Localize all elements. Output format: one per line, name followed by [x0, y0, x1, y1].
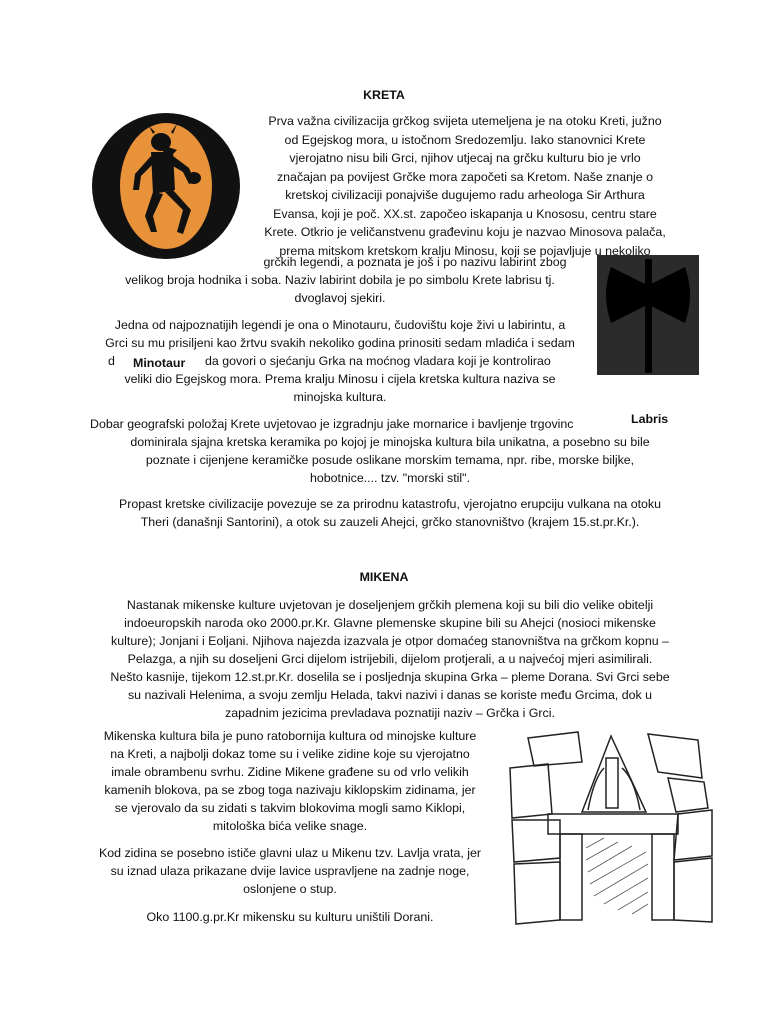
mikena-paragraph-1-line-4: Pelazga, a njih su doseljeni Grci dijelom istrijebili, dijelom protjerali, a u najvećoj mjeri asimilirali. — [127, 652, 653, 666]
kreta-paragraph-1-line-11: dvoglavoj sjekiri. — [294, 291, 386, 305]
kreta-paragraph-2-line-5: minojska kultura. — [293, 390, 387, 404]
kreta-paragraph-3-line-3: poznate i cijenjene keramičke posude oslikane morskim temama, npr. ribe, morske biljke, — [145, 453, 635, 467]
mikena-title: MIKENA — [359, 570, 409, 584]
kreta-paragraph-2-line-3: da govori o sjećanju Grka na moćnog vladara koji je kontrolirao — [205, 354, 551, 368]
minotaur-vase-icon — [91, 112, 241, 260]
kreta-paragraph-2-line-2: Grci su mu prisiljeni kao žrtvu svakih nekoliko godina prinositi sedam mladića i sedam — [105, 336, 575, 350]
mikena-paragraph-1-line-6: su nazivali Helenima, a svoju zemlju Helada, takvi nazivi i danas se koriste među Grcima, dok u — [127, 688, 653, 702]
kreta-paragraph-1-line-8: prema mitskom kretskom kralju Minosu, koji se pojavljuje u nekoliko — [279, 243, 651, 258]
kreta-paragraph-1-line-7: Krete. Otkrio je veličanstvenu građevinu koju je nazvao Minosova palača, — [264, 225, 666, 239]
kreta-paragraph-3-line-2: dominirala sjajna kretska keramika po kojoj je minojska kultura bila unikatna, a posebno su bile — [130, 435, 650, 449]
mikena-paragraph-3-line-1: Kod zidina se posebno ističe glavni ulaz u Mikenu tzv. Lavlja vrata, jer — [98, 846, 482, 860]
mikena-paragraph-4-line-1: Oko 1100.g.pr.Kr mikensku su kulturu uništili Dorani. — [146, 910, 434, 924]
kreta-paragraph-1-line-9: grčkih legendi, a poznata je još i po nazivu labirint zbog — [263, 255, 567, 269]
double-axe-icon — [597, 255, 699, 375]
kreta-paragraph-1-line-3: vjerojatno nisu bili Grci, njihov utjecaj na grčku kulturu bio je vrlo — [289, 151, 641, 165]
minotaur-caption: Minotaur — [133, 356, 186, 370]
mikena-paragraph-1-line-7: zapadnim jezicima prevladava poznatiji naziv – Grčka i Grci. — [225, 706, 555, 720]
mikena-paragraph-2-line-5: se vjerovalo da su zidati s takvim blokovima mogli samo Kiklopi, — [114, 801, 466, 815]
kreta-paragraph-1-line-5: kretskoj civilizaciji ponajviše dugujemo radu arheologa Sir Arthura — [285, 188, 645, 202]
kreta-paragraph-1-line-6: Evansa, koji je poč. XX.st. započeo iskapanja u Knososu, centru stare — [273, 206, 657, 221]
mikena-paragraph-1-line-5: Nešto kasnije, tijekom 12.st.pr.Kr. doselila se i posljednja skupina Grka – pleme Dorana. Svi Grci sebe — [110, 670, 670, 684]
kreta-title: KRETA — [363, 88, 405, 102]
mikena-paragraph-3-line-3: oslonjene o stup. — [243, 882, 337, 896]
mikena-paragraph-2-line-6: mitološka bića velike snage. — [212, 819, 368, 833]
kreta-paragraph-1-line-2: od Egejskog mora, u istočnom Sredozemlju. Iako stanovnici Krete — [284, 132, 646, 147]
kreta-paragraph-2-line-3-start: d — [108, 354, 115, 368]
kreta-paragraph-4-line-2: Theri (današnji Santorini), a otok su zauzeli Ahejci, grčko stanovništvo (krajem 15.st.pr.Kr.). — [140, 515, 640, 529]
kreta-paragraph-3-line-1: Dobar geografski položaj Krete uvjetovao je izgradnju jake mornarice i bavljenje trgovinc — [90, 417, 574, 431]
labris-caption: Labris — [631, 412, 669, 426]
kreta-paragraph-1-line-1: Prva važna civilizacija grčkog svijeta utemeljena je na otoku Kreti, južno — [268, 114, 662, 128]
mikena-paragraph-2-line-1: Mikenska kultura bila je puno ratobornija kultura od minojske kulture — [103, 729, 477, 743]
mikena-paragraph-2-line-4: kamenih blokova, pa se zbog toga nazivaju kiklopskim zidinama, jer — [104, 783, 476, 797]
mikena-paragraph-1-line-2: indoeuropskih naroda oko 2000.pr.Kr. Glavne plemenske skupine bili su Ahejci (nosioci mikenske — [124, 616, 656, 630]
mikena-paragraph-1-line-1: Nastanak mikenske kulture uvjetovan je doseljenjem grčkih plemena koji su bili dio velike obitelji — [126, 598, 654, 612]
kreta-paragraph-2-line-4: veliki dio Egejskog mora. Prema kralju Minosu i cijela kretska kultura naziva se — [124, 372, 556, 386]
mikena-paragraph-2-line-2: na Kreti, a najbolji dokaz tome su i velike zidine koje su vjerojatno — [110, 747, 470, 761]
lion-gate-sketch-icon — [508, 728, 714, 926]
kreta-paragraph-3-line-4: hobotnice.... tzv. "morski stil". — [309, 471, 471, 485]
kreta-paragraph-2-line-1: Jedna od najpoznatijih legendi je ona o Minotauru, čudovištu koje živi u labirintu, a — [114, 318, 566, 332]
mikena-paragraph-1-line-3: kulture); Jonjani i Eoljani. Njihova najezda izazvala je otpor domaćeg stanovništva na grčkom kopnu – — [111, 634, 669, 648]
mikena-paragraph-2-line-3: imale obrambenu svrhu. Zidine Mikene građene su od vrlo velikih — [111, 765, 469, 779]
kreta-paragraph-4-line-1: Propast kretske civilizacije povezuje se za prirodnu katastrofu, vjerojatno erupciju vulkana na otoku — [118, 497, 662, 511]
mikena-paragraph-3-line-2: su iznad ulaza prikazane dvije lavice uspravljene na zadnje noge, — [110, 864, 470, 878]
kreta-paragraph-1-line-4: značajan pa povijest Grčke mora započeti sa Kretom. Naše znanje o — [276, 169, 654, 184]
kreta-paragraph-1-line-10: velikog broja hodnika i soba. Naziv labirint dobila je po simbolu Krete labrisu tj. — [125, 273, 555, 287]
